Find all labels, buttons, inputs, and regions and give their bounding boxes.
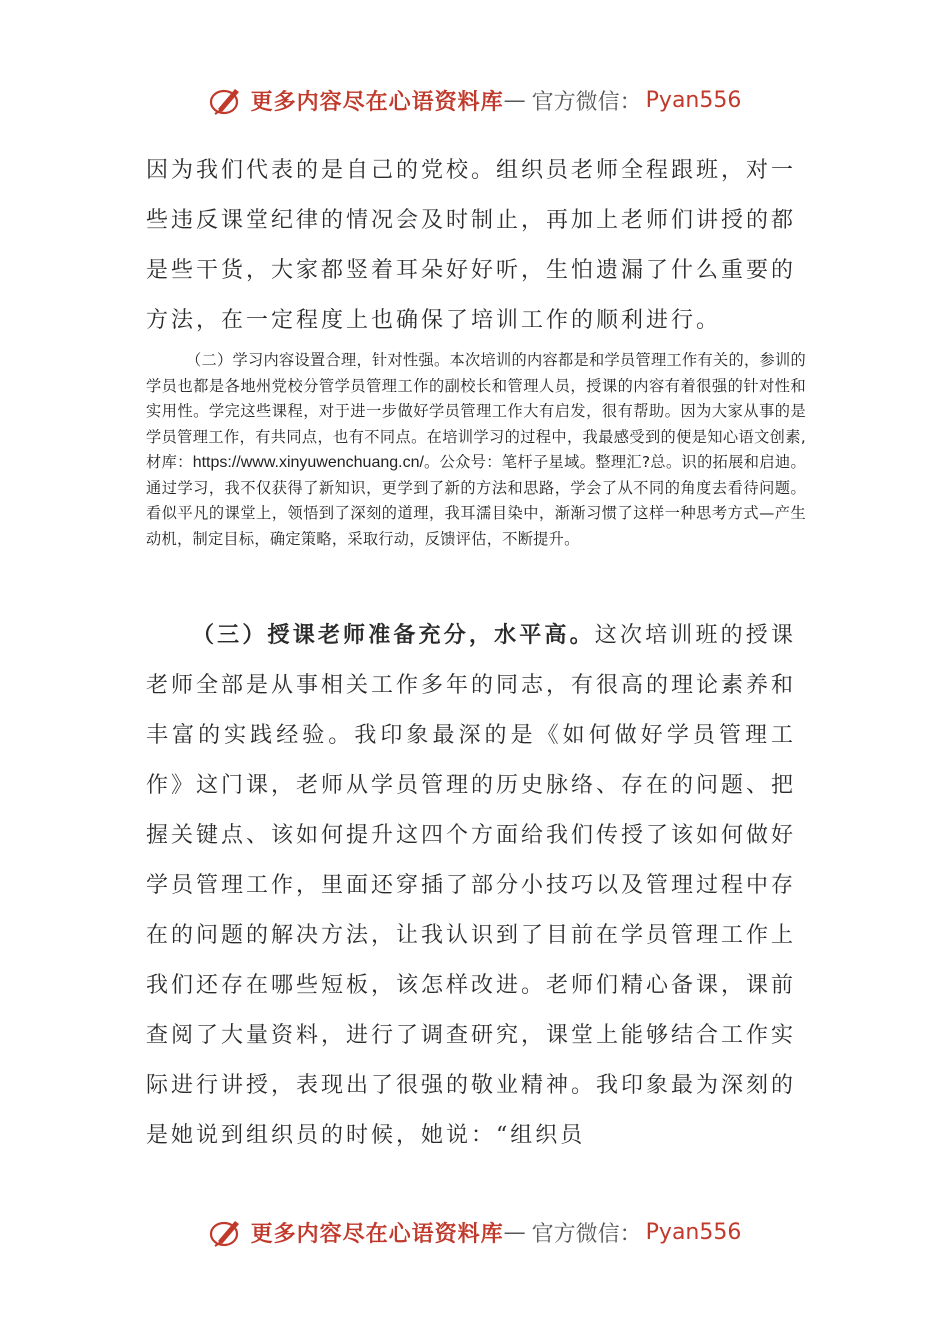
paragraph-2	[146, 348, 806, 552]
watermark-wechat-id: Pyan556	[645, 1219, 742, 1245]
header-watermark	[0, 80, 950, 120]
watermark-wechat-id: Pyan556	[645, 87, 742, 113]
pen-logo-icon	[209, 82, 245, 118]
watermark-wechat-label: 官方微信：	[531, 1221, 642, 1247]
watermark-brand: 更多内容尽在心语资料库	[250, 1220, 504, 1247]
paragraph-3	[146, 610, 796, 1161]
watermark-dash: —	[503, 1219, 526, 1245]
paragraph-1: 因为我们代表的是自己的党校。组织员老师全程跟班，对一些违反课堂纪律的情况会及时制止，再加上老师们讲授的都是些干货，大家都竖着耳朵好好听，生怕遗漏了什么重要的方法，在一定程度上也确保了培训工作的顺利进行。	[146, 158, 797, 333]
paragraph-2-text-b: 。公众号：笔杆子星域。整理汇?总。识的拓展和启迪。通过学习，我不仅获得了新知识，更学到了新的方法和思路，学会了从不同的角度去看待问题。看似平凡的课堂上，领悟到了深刻的道理，我耳濡目染中，渐渐习惯了这样一种思考方式—产生动机，制定目标，确定策略，采取行动，反馈评估，不断提升。	[146, 453, 806, 548]
paragraph-3-heading: （三）授课老师准备充分，水平高。	[192, 622, 595, 648]
pen-logo-icon	[209, 1214, 245, 1250]
watermark-wechat-label: 官方微信：	[531, 89, 642, 115]
watermark-dash: —	[503, 87, 526, 113]
paragraph-2-url: https://www.xinyuwenchuang.cn/	[192, 454, 424, 471]
watermark-brand: 更多内容尽在心语资料库	[250, 88, 504, 115]
footer-watermark	[0, 1212, 950, 1252]
paragraph-2-text-a: （二）学习内容设置合理，针对性强。本次培训的内容都是和学员管理工作有关的，参训的学员也都是各地州党校分管学员管理工作的副校长和管理人员，授课的内容有着很强的针对性和实用性。学完这些课程，对于进一步做好学员管理工作大有启发，很有帮助。因为大家从事的是学员管理工作，有共同点，也有不同点。在培训学习的过程中，我最感受到的便是知心语文创素,材库：	[146, 351, 806, 471]
paragraph-3-body: 这次培训班的授课老师全部是从事相关工作多年的同志，有很高的理论素养和丰富的实践经验。我印象最深的是《如何做好学员管理工作》这门课，老师从学员管理的历史脉络、存在的问题、把握关键点、该如何提升这四个方面给我们传授了该如何做好学员管理工作，里面还穿插了部分小技巧以及管理过程中存在的问题的解决方法，让我认识到了目前在学员管理工作上我们还存在哪些短板，该怎样改进。老师们精心备课，课前查阅了大量资料，进行了调查研究，课堂上能够结合工作实际进行讲授，表现出了很强的敬业精神。我印象最为深刻的是她说到组织员的时候，她说：“组织员	[146, 623, 797, 1148]
